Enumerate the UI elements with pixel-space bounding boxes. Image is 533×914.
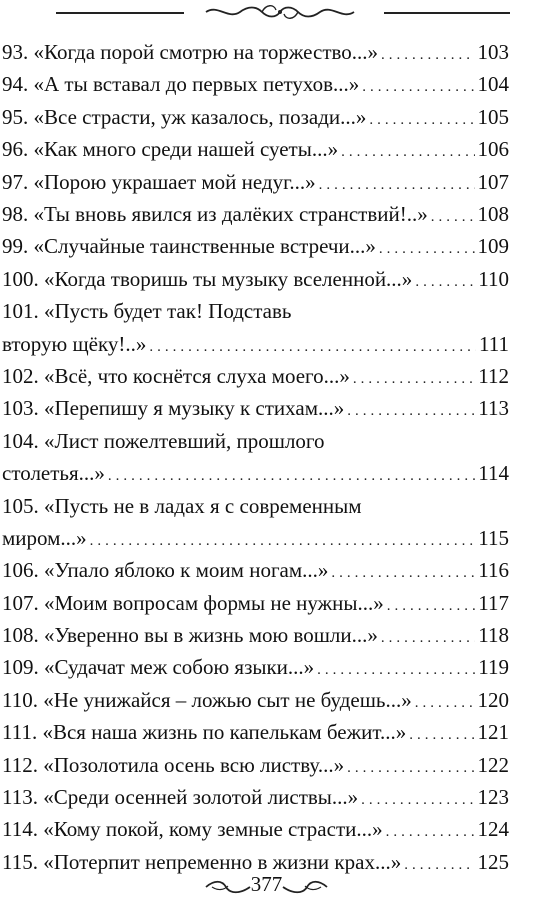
entry-number: 95. — [2, 104, 29, 129]
entry-title: «Случайные таинственные встречи...» — [33, 234, 376, 259]
entry-page: 117 — [478, 590, 509, 615]
entry-page: 120 — [477, 687, 509, 712]
header-rule-right — [384, 12, 510, 14]
dot-leader — [409, 719, 474, 751]
toc-entry — [0, 716, 533, 748]
entry-title: «Когда порой смотрю на торжество...» — [33, 40, 379, 64]
dot-leader — [387, 590, 476, 622]
entry-title: «Упало яблоко к моим ногам...» — [44, 558, 329, 583]
entry-number: 100. — [2, 266, 39, 291]
entry-number: 114. — [2, 817, 38, 842]
dot-leader — [431, 201, 475, 233]
page-header — [0, 0, 533, 34]
toc-entry — [0, 263, 533, 295]
entry-page: 121 — [477, 720, 509, 745]
entry-title: «Уверенно вы в жизнь мою вошли...» — [44, 623, 378, 648]
entry-page: 115 — [478, 525, 509, 550]
dot-leader — [341, 136, 474, 168]
entry-title: «Потерпит непременно в жизни крах...» — [43, 849, 402, 874]
entry-page: 116 — [478, 558, 509, 583]
toc-entry — [0, 166, 533, 198]
entry-number: 104. — [2, 428, 39, 453]
entry-page: 103 — [477, 40, 509, 64]
entry-page: 107 — [477, 169, 509, 194]
toc-entry — [0, 36, 533, 68]
entry-page: 111 — [479, 331, 509, 356]
entry-number: 99. — [2, 234, 29, 259]
dot-leader — [353, 363, 475, 395]
entry-title: «Не унижайся – ложью сыт не будешь...» — [43, 687, 412, 712]
header-ornament-icon — [200, 0, 360, 26]
toc-entry — [0, 490, 533, 555]
dot-leader — [149, 331, 476, 363]
entry-page: 113 — [478, 396, 509, 421]
entry-page: 109 — [477, 234, 509, 259]
entry-number: 115. — [2, 849, 38, 874]
toc-entry — [0, 230, 533, 262]
entry-page: 108 — [477, 201, 509, 226]
entry-page: 118 — [478, 623, 509, 648]
entry-number: 111. — [2, 720, 38, 745]
entry-number: 113. — [2, 785, 38, 810]
dot-leader — [319, 169, 475, 201]
toc-entry — [0, 198, 533, 230]
entry-title: «Моим вопросам формы не нужны...» — [44, 590, 384, 615]
entry-number: 96. — [2, 137, 29, 162]
entry-page: 104 — [477, 72, 509, 97]
entry-page: 112 — [478, 363, 509, 388]
dot-leader — [379, 233, 475, 265]
dot-leader — [381, 39, 474, 71]
dot-leader — [331, 557, 475, 589]
toc-entry — [0, 781, 533, 813]
entry-page: 125 — [477, 849, 509, 874]
page-footer — [0, 868, 533, 908]
footer-ornament-right-icon — [281, 878, 329, 896]
toc-entry — [0, 295, 533, 360]
entry-title: «Судачат меж собою языки...» — [44, 655, 315, 680]
entry-page: 114 — [478, 461, 509, 486]
entry-title: «Когда творишь ты музыку вселенной...» — [44, 266, 413, 291]
entry-page: 124 — [477, 817, 509, 842]
entry-number: 94. — [2, 72, 29, 97]
entry-number: 107. — [2, 590, 39, 615]
entry-title-line1: «Пусть не в ладах я с современным — [44, 493, 362, 518]
entry-title: «Как много среди нашей суеты...» — [33, 137, 339, 162]
entry-number: 98. — [2, 201, 29, 226]
toc-entry — [0, 360, 533, 392]
entry-title: «Все страсти, уж казалось, позади...» — [33, 104, 367, 129]
toc-entry — [0, 68, 533, 100]
entry-title: «Порою украшает мой недуг...» — [33, 169, 316, 194]
entry-title: «Перепишу я музыку к стихам...» — [44, 396, 345, 421]
dot-leader — [362, 71, 474, 103]
entry-title: «Всё, что коснётся слуха моего...» — [44, 363, 350, 388]
entry-page: 123 — [477, 785, 509, 810]
entry-number: 109. — [2, 655, 39, 680]
entry-title-line1: «Лист пожелтевший, прошлого — [44, 428, 325, 453]
dot-leader — [361, 784, 474, 816]
entry-page: 105 — [477, 104, 509, 129]
header-rule-left — [56, 12, 184, 14]
entry-title: «Ты вновь явился из далёких странствий!..» — [33, 201, 428, 226]
entry-number: 101. — [2, 299, 39, 324]
toc-entry — [0, 813, 533, 845]
dot-leader — [90, 525, 476, 557]
toc-entry — [0, 749, 533, 781]
toc-entry — [0, 554, 533, 586]
entry-number: 103. — [2, 396, 39, 421]
entry-title: миром...» — [2, 525, 87, 550]
dot-leader — [347, 395, 475, 427]
entry-number: 106. — [2, 558, 39, 583]
toc-entry — [0, 684, 533, 716]
entry-title: «Позолотила осень всю листву...» — [43, 752, 345, 777]
toc-entry — [0, 392, 533, 424]
entry-title: столетья...» — [2, 461, 105, 486]
dot-leader — [415, 687, 475, 719]
entry-number: 93. — [2, 40, 29, 64]
entry-number: 110. — [2, 687, 38, 712]
dot-leader — [381, 622, 475, 654]
entry-number: 112. — [2, 752, 38, 777]
toc-entry — [0, 425, 533, 490]
dot-leader — [386, 816, 475, 848]
entry-title: «Среди осенней золотой листвы...» — [43, 785, 359, 810]
entry-number: 108. — [2, 623, 39, 648]
toc-entry — [0, 133, 533, 165]
page-number: 377 — [250, 872, 283, 896]
entry-page: 110 — [478, 266, 509, 291]
dot-leader — [415, 266, 475, 298]
entry-title: «А ты вставал до первых петухов...» — [33, 72, 360, 97]
toc-entry — [0, 101, 533, 133]
entry-number: 102. — [2, 363, 39, 388]
entry-page: 119 — [478, 655, 509, 680]
dot-leader — [317, 654, 475, 686]
dot-leader — [347, 752, 474, 784]
toc-entry — [0, 619, 533, 651]
entry-title: вторую щёку!..» — [2, 331, 147, 356]
toc-entry — [0, 587, 533, 619]
entry-page: 122 — [477, 752, 509, 777]
entry-page: 106 — [477, 137, 509, 162]
entry-title: «Вся наша жизнь по капелькам бежит...» — [42, 720, 407, 745]
dot-leader — [369, 104, 474, 136]
entry-number: 105. — [2, 493, 39, 518]
table-of-contents — [0, 36, 533, 878]
entry-title-line1: «Пусть будет так! Подставь — [44, 299, 292, 324]
entry-title: «Кому покой, кому земные страсти...» — [43, 817, 383, 842]
entry-number: 97. — [2, 169, 29, 194]
dot-leader — [108, 460, 475, 492]
toc-entry — [0, 651, 533, 683]
